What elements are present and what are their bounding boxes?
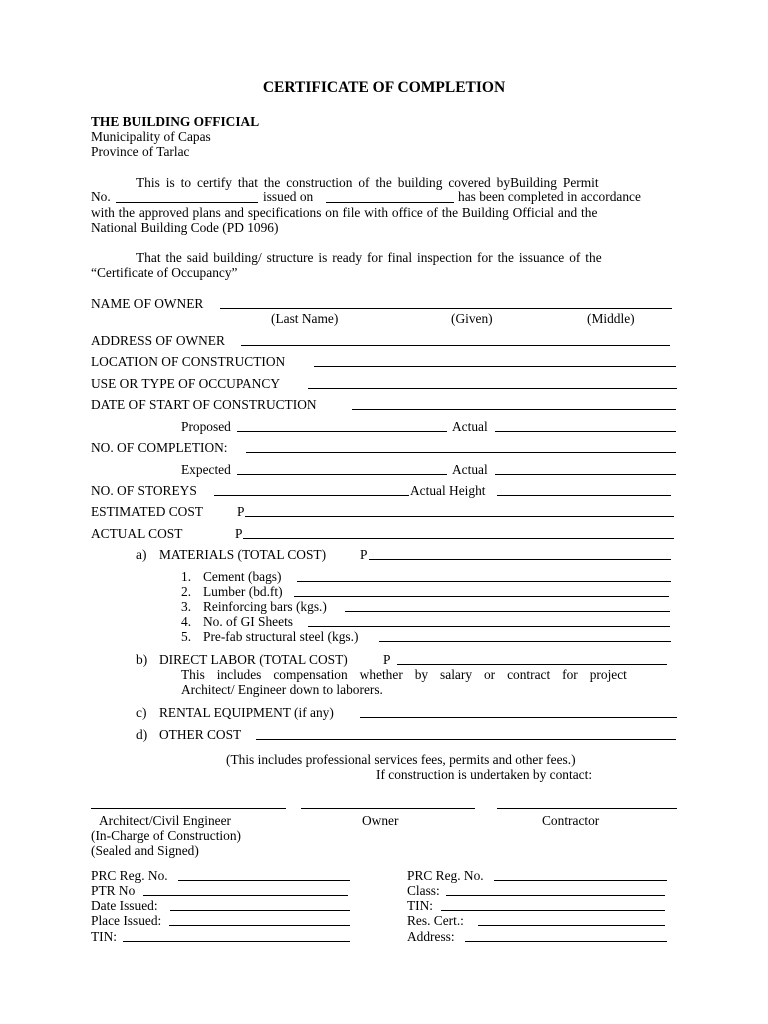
no-storeys-line[interactable] (214, 495, 409, 496)
left-detail-line[interactable] (143, 895, 348, 896)
para1-line3: with the approved plans and specifications on file with office of the Building Official and the (91, 205, 598, 220)
proposed-label: Proposed (181, 419, 231, 434)
owner-signature-line[interactable] (301, 808, 475, 809)
left-detail-label: PTR No (91, 883, 136, 898)
architect-caption: Architect/Civil Engineer (99, 813, 232, 828)
material-line[interactable] (379, 641, 671, 642)
sealed-caption: (Sealed and Signed) (91, 843, 199, 858)
direct-labor-peso: P (383, 652, 391, 667)
material-num: 4. (181, 614, 192, 629)
other-cost-line[interactable] (256, 739, 676, 740)
actual-height-label: Actual Height (410, 483, 486, 498)
issued-on-label: issued on (263, 189, 314, 204)
in-charge-caption: (In-Charge of Construction) (91, 828, 241, 843)
address-of-owner-line[interactable] (241, 345, 670, 346)
proposed-line[interactable] (237, 431, 447, 432)
para2-line1: That the said building/ structure is ready for final inspection for the issuance of the (136, 250, 602, 265)
materials-line[interactable] (369, 559, 671, 560)
para1-line4: National Building Code (PD 1096) (91, 220, 279, 235)
left-detail-line[interactable] (169, 925, 350, 926)
actual-line-1[interactable] (495, 431, 676, 432)
actual-label-1: Actual (452, 419, 488, 434)
actual-line-2[interactable] (495, 474, 676, 475)
use-type-label: USE OR TYPE OF OCCUPANCY (91, 376, 281, 391)
last-name-caption: (Last Name) (271, 311, 339, 326)
para1-line1 (136, 176, 677, 189)
actual-height-line[interactable] (497, 495, 671, 496)
left-detail-label: Place Issued: (91, 913, 162, 928)
material-label: Pre-fab structural steel (kgs.) (203, 629, 359, 644)
left-detail-label: Date Issued: (91, 898, 158, 913)
estimated-cost-label: ESTIMATED COST (91, 504, 203, 519)
materials-peso: P (360, 547, 368, 562)
architect-signature-line[interactable] (91, 808, 286, 809)
no-completion-label: NO. OF COMPLETION: (91, 440, 228, 455)
material-num: 5. (181, 629, 192, 644)
material-label: Lumber (bd.ft) (203, 584, 283, 599)
date-start-label: DATE OF START OF CONSTRUCTION (91, 397, 317, 412)
completed-text: has been completed in accordance (458, 189, 641, 204)
material-line[interactable] (297, 581, 671, 582)
permit-no-line[interactable] (116, 202, 258, 203)
actual-cost-label: ACTUAL COST (91, 526, 183, 541)
direct-labor-line[interactable] (397, 664, 667, 665)
actual-cost-peso: P (235, 526, 243, 541)
middle-caption: (Middle) (587, 311, 635, 326)
other-cost-label: OTHER COST (159, 727, 242, 742)
right-detail-line[interactable] (494, 880, 667, 881)
right-detail-label: TIN: (407, 898, 434, 913)
rental-letter: c) (136, 705, 147, 720)
addressee-title: THE BUILDING OFFICIAL (91, 114, 260, 129)
estimated-cost-line[interactable] (245, 516, 674, 517)
materials-label: MATERIALS (TOTAL COST) (159, 547, 327, 562)
right-detail-label: PRC Reg. No. (407, 868, 484, 883)
material-label: No. of GI Sheets (203, 614, 294, 629)
use-type-line[interactable] (308, 388, 677, 389)
right-detail-label: Address: (407, 929, 455, 944)
issued-on-line[interactable] (326, 202, 454, 203)
estimated-cost-peso: P (237, 504, 245, 519)
material-line[interactable] (294, 596, 669, 597)
para1-line1-text: This is to certify that the construction of the building covered byBuilding Permit (136, 175, 599, 190)
professional-note: (This includes professional services fees, permits and other fees.) (226, 752, 576, 767)
owner-caption: Owner (362, 813, 399, 828)
left-detail-line[interactable] (170, 910, 350, 911)
expected-label: Expected (181, 462, 231, 477)
material-num: 3. (181, 599, 192, 614)
para2-line2: “Certificate of Occupancy” (91, 265, 238, 280)
left-detail-label: PRC Reg. No. (91, 868, 168, 883)
material-line[interactable] (345, 611, 670, 612)
province: Province of Tarlac (91, 144, 190, 159)
permit-no-label: No. (91, 189, 111, 204)
right-detail-label: Class: (407, 883, 440, 898)
name-of-owner-label: NAME OF OWNER (91, 296, 204, 311)
other-cost-letter: d) (136, 727, 148, 742)
actual-label-2: Actual (452, 462, 488, 477)
rental-label: RENTAL EQUIPMENT (if any) (159, 705, 334, 720)
no-completion-line[interactable] (246, 452, 676, 453)
page-title: CERTIFICATE OF COMPLETION (262, 79, 506, 96)
contractor-caption: Contractor (542, 813, 600, 828)
contractor-signature-line[interactable] (497, 808, 677, 809)
left-detail-label: TIN: (91, 929, 118, 944)
direct-labor-letter: b) (136, 652, 148, 667)
expected-line[interactable] (237, 474, 447, 475)
direct-labor-label: DIRECT LABOR (TOTAL COST) (159, 652, 348, 667)
right-detail-line[interactable] (465, 941, 667, 942)
material-label: Reinforcing bars (kgs.) (203, 599, 327, 614)
right-detail-label: Res. Cert.: (407, 913, 464, 928)
material-label: Cement (bags) (203, 569, 282, 584)
rental-line[interactable] (360, 717, 677, 718)
right-detail-line[interactable] (446, 895, 665, 896)
left-detail-line[interactable] (178, 880, 350, 881)
municipality: Municipality of Capas (91, 129, 211, 144)
no-storeys-label: NO. OF STOREYS (91, 483, 197, 498)
location-label: LOCATION OF CONSTRUCTION (91, 354, 286, 369)
location-line[interactable] (314, 366, 676, 367)
contract-note: If construction is undertaken by contact: (376, 767, 593, 782)
name-of-owner-line[interactable] (220, 308, 672, 309)
date-start-line[interactable] (352, 409, 676, 410)
material-num: 1. (181, 569, 192, 584)
materials-letter: a) (136, 547, 147, 562)
right-detail-line[interactable] (478, 925, 665, 926)
material-num: 2. (181, 584, 192, 599)
right-detail-line[interactable] (441, 910, 665, 911)
direct-labor-note2: Architect/ Engineer down to laborers. (181, 682, 383, 697)
address-of-owner-label: ADDRESS OF OWNER (91, 333, 225, 348)
direct-labor-note1: This includes compensation whether by salary or contract for project (181, 667, 627, 682)
actual-cost-line[interactable] (243, 538, 674, 539)
material-line[interactable] (308, 626, 670, 627)
left-detail-line[interactable] (123, 941, 350, 942)
given-caption: (Given) (451, 311, 493, 326)
